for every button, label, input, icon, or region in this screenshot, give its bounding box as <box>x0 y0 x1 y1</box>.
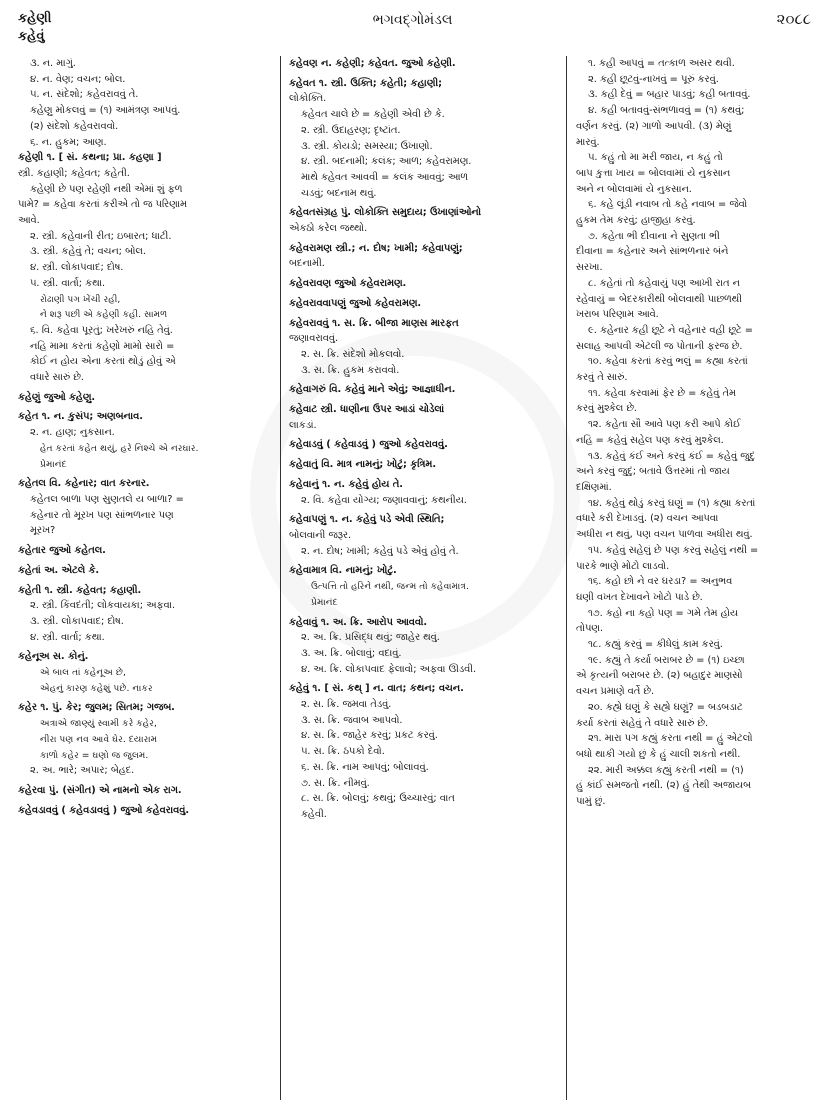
entry-text-line: ૩. ન. માગું. <box>30 58 76 69</box>
entry-text-line: ૪. સ્ત્રી. લોકાપવાદ; દોષ. <box>30 262 124 274</box>
entry-text-line: ૬. કહે લૂંડી નવાબ તો કહે નવાબ = જેવો <box>588 199 748 211</box>
entry-text-line: ૨. સ્ત્રી. ઉદાહરણ; દૃષ્ટાંત. <box>301 124 401 136</box>
entry-headword-line: કહેવાટ સ્ત્રી. ધાણીના ઉપર આડાં ચોડેલાં <box>289 404 445 416</box>
entry-headword-line: કહેવાપણું ૧. ન. કહેવું પડે એવી સ્થિતિ; <box>289 514 445 526</box>
entry-headword-line: કહેવામાત્ર વિ. નામનું; ખોટું. <box>289 565 397 577</box>
entry-headword-line: કહેવત ૧. સ્ત્રી. ઉક્તિ; કહેતી; કહાણી; <box>289 77 443 89</box>
entry-text-line: તોપણ. <box>576 623 603 635</box>
entry-text-line: ૬. વિ. કહેવા પૂરતું; ખરેખરું નહિ તેવું. <box>30 324 173 336</box>
entry-text-line: ૪. ન. વેણ; વચન; બોલ. <box>30 73 126 85</box>
entry-text-line: ૧૫. કહેવું સહેલું છે પણ કરવું સહેલું નથી = <box>588 544 759 556</box>
entry-text-line: કહેવી. <box>301 808 327 820</box>
entry-text-line: બદનામી. <box>289 258 325 270</box>
entry-headword-line: કહેવું ૧. [ સં. કથ્ ] ન. વાત; કથન; વચન. <box>289 683 464 695</box>
entry-headword-line: કહેણી ૧. [ સં. કથના; પ્રા. કહણા ] <box>18 152 162 164</box>
entry-text-line: જણાવરાવવું. <box>289 333 339 345</box>
entry-text-line: સરખા. <box>576 262 603 274</box>
entry-headword-line: કહેવરામણ સ્ત્રી.; ન. દોષ; ખામી; કહેવાપણું; <box>289 242 463 254</box>
entry-text-line: ૩. સ્ત્રી. કહેવું તે; વચન; બોલ. <box>30 246 146 258</box>
entry-text-line: ૩. કહી દેવું = બહાર પાડવું; કહી બતાવવું. <box>588 89 751 101</box>
entry-text-line: રહેવાયું = બેદરકારીથી બોલવાથી પાછળથી <box>576 293 742 305</box>
entry-text-line: ૧૨. કહેતા સૌ આવે પણ કરી આપે કોઈ <box>588 419 741 431</box>
entry-headword-line: કહેવણ ન. કહેણી; કહેવત. જુઓ કહેણી. <box>289 58 456 69</box>
entry-text-line: ૫. સ. ક્રિ. ઠપકો દેવો. <box>301 746 385 758</box>
entry-text-line: ૧૮. કહ્યું કરવું = કીધેલું કામ કરવું. <box>588 639 723 651</box>
entry-text-line: ૨૨. મારી અક્કલ કહ્યું કરતી નથી = (૧) <box>588 764 744 776</box>
entry-text-line: એ બાલ તાં કહેનૂઅ છે, <box>40 667 126 679</box>
page-header <box>0 0 825 52</box>
entry-text-line: ૨. ન. હાણ; નુકસાન. <box>30 427 115 439</box>
entry-text-line: (૨) સંદેશો કહેવરાવવો. <box>30 120 119 132</box>
entry-text-line: ઘણી વખત દેખાવને ખોટો પાડે છે. <box>576 591 703 603</box>
entry-text-line: ૨૦. કહ્યે ઘણું કે સહ્યે ઘણું? = બડબડાટ <box>588 701 743 713</box>
entry-text-line: ૧. કહી આપવું = તત્કાળ અસર થવી. <box>588 58 735 69</box>
entry-text-line: ૫. ન. સંદેશો; કહેવરાવવું તે. <box>30 89 139 101</box>
entry-text-line: કાળો કહેર = ઘણો જ જુલમ. <box>40 749 149 761</box>
entry-text-line: ૬. સ. ક્રિ. નામ આપવું; બોલાવવું. <box>301 761 429 773</box>
entry-text-line: ૮. કહેતાં તો કહેવાયું પણ આખી રાત ન <box>588 277 740 289</box>
entry-text-line: સલાહ આપવી એટલી જ પોતાની ફરજ છે. <box>576 340 743 352</box>
column-divider <box>566 56 567 1100</box>
page-number: ૨૦૮૮ <box>776 10 811 28</box>
entry-text-line: ૨૧. મારા પગ કહ્યું કરતા નથી = હું એટલો <box>588 733 753 745</box>
entry-headword-line: કહેવરાવવું ૧. સ. ક્રિ. બીજા માણસ મારફત <box>289 317 459 329</box>
entry-text-line: લોકોક્તિ. <box>289 93 327 105</box>
entry-text-line: ૨. કહી છૂટવું-નાખવું = પૂરું કરવું. <box>588 73 719 85</box>
entry-text-line: ૭. સ. ક્રિ. નીમવું. <box>301 777 370 789</box>
entry-text-line: ને શરૂ પછી એ કહેણી કહી. સામળ <box>40 309 168 321</box>
entry-text-line: દીવાના = કહેનાર અને સાંભળનાર બંને <box>576 246 729 258</box>
entry-text-line: વર્ણન કરવું. (૨) ગાળો આપવી. (૩) મેણું <box>576 120 732 132</box>
entry-text-line: નહિ મામા કરતાં કહેણો મામો સારો = <box>30 340 175 352</box>
guide-word-last: કહેવું <box>18 29 45 44</box>
entry-text-line: ૩. સ. ક્રિ. જવાબ આપવો. <box>301 714 403 726</box>
entry-text-line: કહેવત ચાલે છે = કહેણી એવી છે કે. <box>301 109 445 121</box>
entry-text-line: ૨. સ. ક્રિ. સંદેશો મોકલવો. <box>301 348 405 360</box>
entry-headword-line: કહેણું જુઓ કહેણુ. <box>18 391 96 403</box>
guide-word-first: કહેણી <box>18 11 52 26</box>
entry-text-line: બધો થાકી ગયો છું કે હું ચાલી શકતો નથી. <box>576 748 741 760</box>
entry-text-line: બોલવાની જરૂર. <box>289 529 352 541</box>
entry-text-line: ૩. સ્ત્રી. કોયડો; સમસ્યા; ઉખાણો. <box>301 140 433 152</box>
entry-text-line: ૨. સ. ક્રિ. જમવા તેડવું. <box>301 699 392 711</box>
entry-text-line: ૪. કહી બતાવવું-સંભળાવવું = (૧) કથવું; <box>588 105 745 117</box>
entry-text-line: પારકે ભાણે મોટો લાડવો. <box>576 560 670 572</box>
entry-text-line: કહેનાર તો મૂરખ પણ સાંભળનાર પણ <box>30 509 174 521</box>
dictionary-title: ભગવદ્ગોમંડલ <box>372 12 453 28</box>
entry-text-line: કર્યા કરતાં સહેવું તે વધારે સારું છે. <box>576 717 709 729</box>
entry-text-line: ૧૪. કહેવું થોડું કરવું ઘણું = (૧) કહ્યા કરતાં <box>588 497 756 509</box>
entry-text-line: હુકમ તેમ કરવું; હાજીહા કરવું. <box>576 215 696 227</box>
entry-text-line: ૫. સ્ત્રી. વાર્તા; કથા. <box>30 277 106 289</box>
entry-headword-line: કહેત ૧. ન. કુસંપ; અણબનાવ. <box>18 411 143 423</box>
entry-text-line: ૩. સ. ક્રિ. હુકમ કરાવવો. <box>301 364 400 376</box>
entry-headword-line: કહેવડાવવું ( કહેવડાવવું ) જુઓ કહેવરાવવું. <box>18 804 190 816</box>
entry-text-line: અધીરા ન થવું, પણ વચન પાળવા અધીરા થવું. <box>576 529 753 541</box>
entry-text-line: ૬. ન. હુકમ; આણ. <box>30 136 107 148</box>
entry-text-line: વધારે કરી દેખાડવું. (૨) વચન આપવા <box>576 513 719 525</box>
entry-text-line: બાપ કુત્તા ખાય = બોલવામાં યે નુકસાન <box>576 167 731 179</box>
entry-text-line: ૪. સ. ક્રિ. જાહેર કરવું; પ્રકટ કરવું. <box>301 730 438 742</box>
entry-text-line: ખરાબ પરિણામ આવે. <box>576 309 659 321</box>
entry-text-line: હું કાંઈ સમજતો નથી. (૨) હું તેથી અજાયબ <box>576 780 751 792</box>
dictionary-column-2 <box>289 56 554 1100</box>
entry-text-line: ૧૬. કહો છો ને વર ઘરડા? = અનુભવ <box>588 576 733 588</box>
entry-text-line: નહિ = કહેવું સહેલ પણ કરવું મુશ્કેલ. <box>576 434 724 446</box>
entry-headword-line: કહેવાનું ૧. ન. કહેવું હોય તે. <box>289 478 403 490</box>
entry-text-line: ૪. અ. ક્રિ. લોકાપવાદ ફેલાવો; અફવા ઊડવી. <box>301 663 477 675</box>
entry-text-line: કહેણુ મોકલવું = (૧) આમંત્રણ આપવું. <box>30 105 181 117</box>
entry-headword-line: કહેતલ વિ. કહેનાર; વાત કરનાર. <box>18 478 150 490</box>
entry-text-line: ૪. સ્ત્રી. બદનામી; કલંક; આળ; કહેવરામણ. <box>301 156 472 168</box>
entry-text-line: ૨. અ. ક્રિ. પ્રસિદ્ધ થવું; જાહેર થવું. <box>301 632 440 644</box>
entry-text-line: મારવું. <box>576 136 600 148</box>
entry-text-line: ૧૩. કહેવું કંઈ અને કરવું કંઈ = કહેવું જુદું <box>588 450 755 462</box>
column-divider <box>280 56 281 1100</box>
entry-text-line: ૨. અ. ભારે; અપાર; બેહદ. <box>30 765 135 777</box>
entry-text-line: ૩. અ. ક્રિ. બોલાવું; વદાવું. <box>301 647 402 659</box>
entry-text-line: માથે કહેવત આવવી = કલંક આવવું; આળ <box>301 171 468 183</box>
entry-text-line: પ્રેમાનંદ <box>311 596 338 608</box>
entry-text-line: હેત કરતાં કહેત થયું, હરે નિશ્ચે એ નરઘાર. <box>40 442 199 454</box>
entry-text-line: ૪. સ્ત્રી. વાર્તા; કથા. <box>30 631 105 643</box>
entry-text-line: ૩. સ્ત્રી. લોકાપવાદ; દોષ. <box>30 615 124 627</box>
entry-text-line: ૨. સ્ત્રી. કહેવાની રીત; ઇબારત; ધાટી. <box>30 230 172 242</box>
entry-text-line: ૮. સ. ક્રિ. બોલવું; કથવું; ઉચ્ચારવું; વાત <box>301 793 455 805</box>
entry-text-line: વચન પ્રમાણે વર્તે છે. <box>576 686 655 698</box>
entry-text-line: પામું છું. <box>576 796 606 808</box>
entry-text-line: અને ન બોલવામાં યે નુકસાન. <box>576 183 692 195</box>
entry-headword-line: કહેવરાવવાપણું જુઓ કહેવરામણ. <box>289 297 422 309</box>
entry-text-line: એહનું કારણ કહેશું પછે. નાકર <box>40 682 153 694</box>
entry-text-line: કહેતલ બાળા પણ સુણતલે ય બાળા? = <box>30 493 184 505</box>
entry-text-line: કોઈ ન હોય એના કરતાં થોડું હોવું એ <box>30 356 176 368</box>
entry-text-line: ૯. કહેનાર કહી છૂટે ને વહેનાર વહી છૂટે = <box>588 324 753 336</box>
entry-text-line: કરવું મુશ્કેલ છે. <box>576 403 638 415</box>
entry-headword-line: કહેવાતું વિ. માત્ર નામનું; ખોટું; કૃત્રિમ. <box>289 459 437 471</box>
entry-headword-line: કહેવાગરું વિ. કહેવું માને એવું; આજ્ઞાધીન. <box>289 384 456 396</box>
entry-text-line: ૨. ન. દોષ; ખામી; કહેવું પડે એવું હોવું તે. <box>301 545 459 557</box>
entry-text-line: દક્ષિણમાં. <box>576 481 612 493</box>
entry-text-line: અને કરવું જુદું; બતાવે ઉત્તરમાં તો જાય <box>576 466 730 478</box>
entry-text-line: ૧૯. કહ્યું તે કર્યા બરાબર છે = (૧) ઇચ્છા <box>588 654 745 666</box>
entry-text-line: રોઢાણી પગ ખેંચી રહી, <box>40 293 121 305</box>
entry-text-line: વધારે સારું છે. <box>30 372 84 384</box>
entry-text-line: ૫. કહું તો મા મરી જાય, ન કહું તો <box>588 152 723 164</box>
entry-headword-line: કહેતી ૧. સ્ત્રી. કહેવત; કહાણી. <box>18 584 142 596</box>
entry-text-line: કહેણી છે પણ રહેણી નથી એમાં શું ફળ <box>30 183 183 195</box>
entry-text-line: મૂરખ? <box>30 525 56 537</box>
entry-headword-line: કહેતાર જુઓ કહેતલ. <box>18 545 106 557</box>
entry-text-line: કરવું તે સારું. <box>576 372 628 384</box>
entry-headword-line: કહેવાડવું ( કહેવાડવું ) જુઓ કહેવરાવવું. <box>289 439 448 451</box>
dictionary-column-3 <box>576 56 816 1100</box>
entry-headword-line: કહેવાવું ૧. અ. ક્રિ. આરોપ આવવો. <box>289 616 428 628</box>
entry-text-line: અત્રાએ જાણ્યું સ્વામી કરે કહેર, <box>40 718 157 730</box>
entry-headword-line: કહેર ૧. પું. કેર; જુલમ; સિતમ; ગજબ. <box>18 702 175 714</box>
entry-text-line: ૧૧. કહેવા કરવામાં ફેર છે = કહેવું તેમ <box>588 387 736 399</box>
entry-text-line: પામે? = કહેવા કરતાં કરીએ તો જ પરિણામ <box>18 199 187 211</box>
entry-text-line: ઉત્પત્તિ તો હરિને નથી, જન્મ તો કહેવામાત્ર. <box>311 581 469 593</box>
entry-headword-line: કહેનૂઅ સ. કોનું. <box>18 651 89 663</box>
entry-text-line: એકઠો કરેલ જથ્થો. <box>289 223 368 235</box>
entry-text-line: નીરા પણ નવ આવે ઘેર. દયારામ <box>40 733 158 745</box>
entry-headword-line: કહેતાં અ. એટલે કે. <box>18 564 100 576</box>
entry-text-line: ૧૭. કહો ના કહો પણ = ગમે તેમ હોય <box>588 607 739 619</box>
dictionary-column-1 <box>18 56 272 1100</box>
entry-text-line: ૨. વિ. કહેવા યોગ્ય; જણાવવાનું; કથનીય. <box>301 494 467 506</box>
entry-text-line: ૧૦. કહેવા કરતાં કરવું ભલું = કહ્યા કરતાં <box>588 356 748 368</box>
entry-text-line: લાકડાં. <box>289 419 317 431</box>
entry-text-line: પ્રેમાનંદ <box>40 458 67 470</box>
entry-text-line: ૨. સ્ત્રી. કિંવદંતી; લોકવાયકા; અફવા. <box>30 600 176 612</box>
entry-headword-line: કહેવરાવણ જુઓ કહેવરામણ. <box>289 278 407 290</box>
entry-text-line: આવે. <box>18 215 40 227</box>
entry-headword-line: કહેરવા પું. (સંગીત) એ નામનો એક રાગ. <box>18 784 182 796</box>
entry-text-line: સ્ત્રી. કહાણી; કહેવત; કહેતી. <box>18 167 130 179</box>
entry-text-line: ચડવું; બદનામ થવું. <box>301 187 377 199</box>
entry-text-line: ૭. કહેતા ભી દીવાના ને સુણતા ભી <box>588 230 720 242</box>
entry-headword-line: કહેવતસંગ્રહ પું. લોકોક્તિ સમુદાય; ઉખાણાંઓનો <box>289 207 482 219</box>
entry-text-line: એ કૃત્યની બરાબર છે. (૨) બહાદુર માણસો <box>576 670 743 682</box>
